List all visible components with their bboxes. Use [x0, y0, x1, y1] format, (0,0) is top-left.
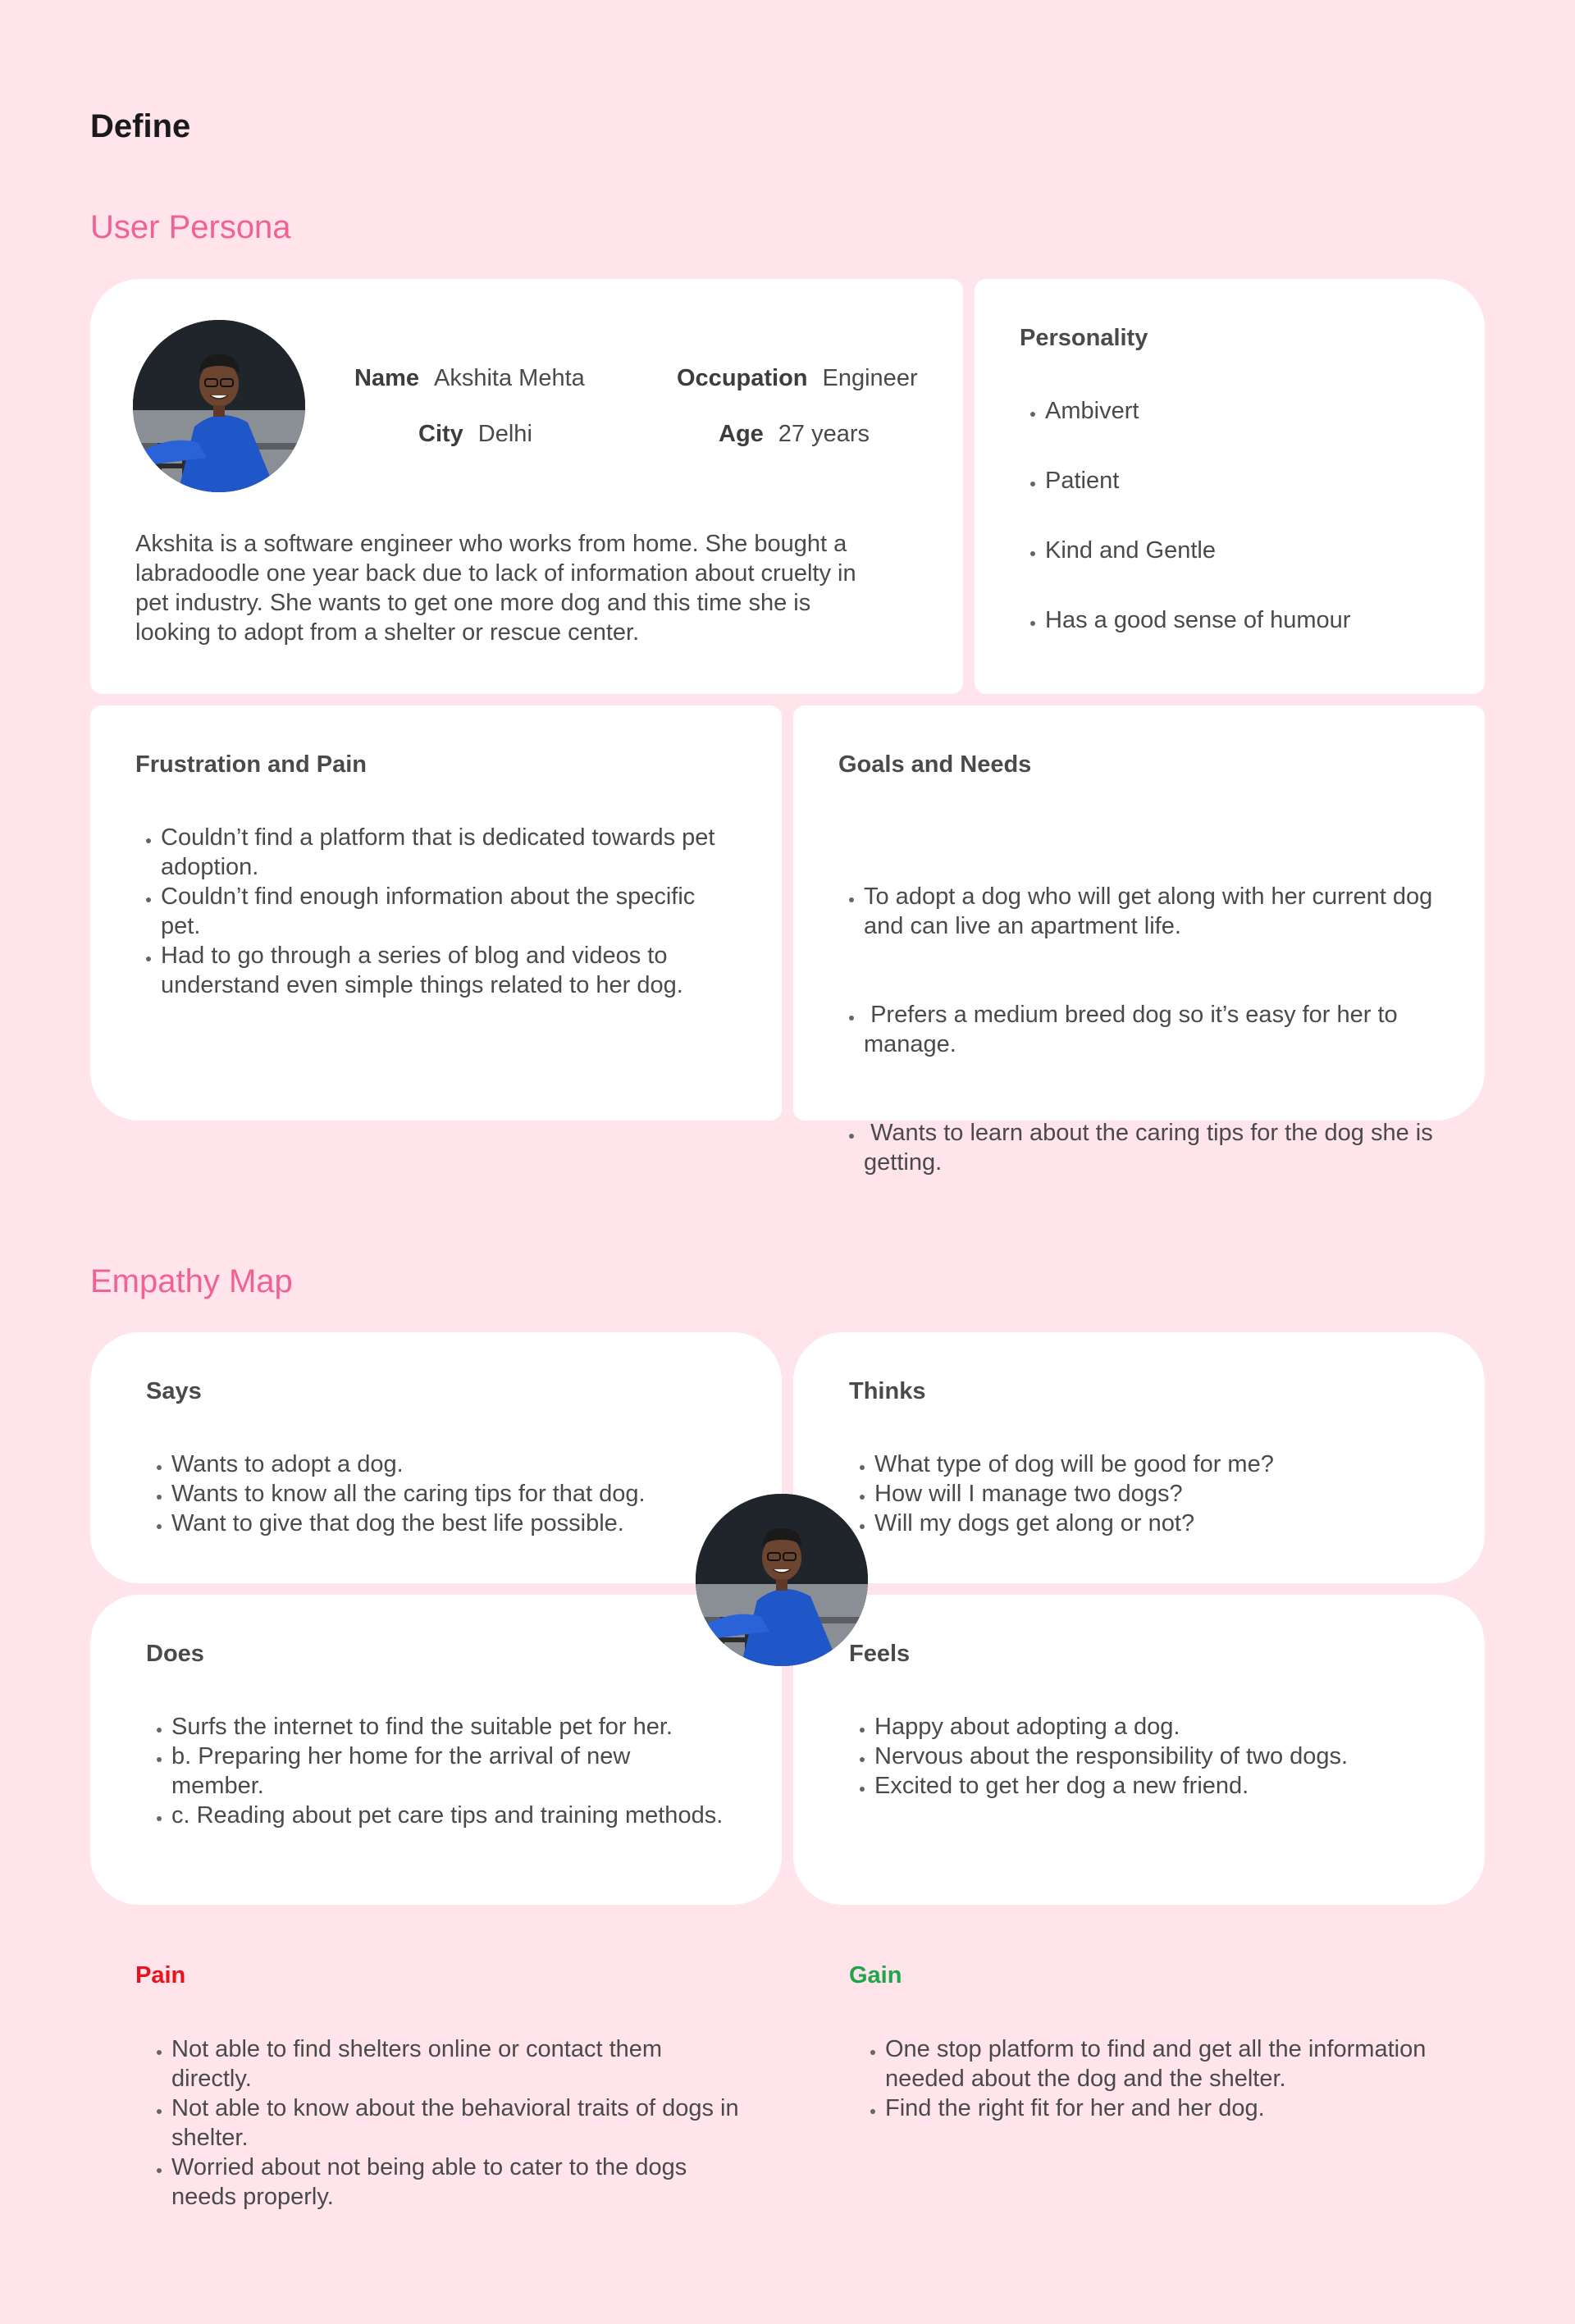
persona-profile-card	[90, 279, 963, 694]
age-label: Age	[719, 421, 764, 447]
gain-list	[860, 2034, 1443, 2123]
persona-age-field	[719, 421, 870, 448]
persona-bio: Akshita is a software engineer who works from home. She bought a labradoodle one year back due to lack of information about cruelty in pet industry. She wants to get one more dog and this time she is looking to adopt from a shelter or rescue center.	[135, 531, 856, 646]
list-item: • Worried about not being able to cater to the dogs needs properly.	[171, 2153, 746, 2212]
page-title: Define	[90, 108, 191, 144]
feels-list	[849, 1712, 1465, 1801]
list-item: • To adopt a dog who will get along with her current dog and can live an apartment life.	[864, 882, 1438, 941]
list-item: • One stop platform to find and get all the information needed about the dog and the shelter.	[885, 2034, 1443, 2093]
list-item: • Will my dogs get along or not?	[874, 1509, 1465, 1538]
list-item: • How will I manage two dogs?	[874, 1479, 1465, 1509]
list-item: • Happy about adopting a dog.	[874, 1712, 1465, 1742]
list-item: • Kind and Gentle	[1045, 536, 1350, 565]
pain-list	[146, 2034, 746, 2212]
does-list	[146, 1712, 729, 1830]
empathy-photo	[696, 1494, 868, 1666]
occupation-value: Engineer	[822, 365, 918, 391]
persona-city-field	[418, 421, 532, 448]
personality-card	[975, 279, 1485, 694]
personality-heading: Personality	[1020, 325, 1148, 351]
list-item: • Wants to adopt a dog.	[171, 1450, 762, 1479]
goals-list	[838, 823, 1438, 1236]
thinks-list	[849, 1450, 1465, 1538]
empathy-map-title: Empathy Map	[90, 1263, 293, 1299]
persona-name-field	[354, 365, 585, 392]
city-label: City	[418, 421, 463, 447]
persona-avatar	[133, 320, 305, 492]
list-item: • What type of dog will be good for me?	[874, 1450, 1465, 1479]
says-card	[90, 1332, 782, 1583]
feels-heading: Feels	[849, 1641, 911, 1667]
persona-photo	[133, 320, 305, 492]
list-item: • Excited to get her dog a new friend.	[874, 1771, 1465, 1801]
list-item: • Wants to know all the caring tips for that dog.	[171, 1479, 762, 1509]
city-value: Delhi	[477, 421, 532, 447]
list-item: • Couldn’t find enough information about the specific pet.	[161, 882, 735, 941]
frustration-list	[135, 823, 735, 1000]
list-item: • c. Reading about pet care tips and training methods.	[171, 1801, 729, 1830]
list-item: • Couldn’t find a platform that is dedicated towards pet adoption.	[161, 823, 735, 882]
says-list	[146, 1450, 762, 1538]
list-item: • Has a good sense of humour	[1045, 605, 1350, 635]
thinks-heading: Thinks	[849, 1378, 926, 1404]
list-item: • b. Preparing her home for the arrival of new member.	[171, 1742, 729, 1801]
name-value: Akshita Mehta	[434, 365, 585, 391]
persona-occupation-field	[677, 365, 918, 392]
list-item: • Not able to know about the behavioral traits of dogs in shelter.	[171, 2093, 746, 2153]
frustration-card	[90, 705, 782, 1121]
pain-heading: Pain	[135, 1962, 186, 1988]
list-item: • Not able to find shelters online or contact them directly.	[171, 2034, 746, 2093]
list-item: • Nervous about the responsibility of two dogs.	[874, 1742, 1465, 1771]
age-value: 27 years	[778, 421, 870, 447]
list-item: • Patient	[1045, 466, 1350, 495]
user-persona-title: User Persona	[90, 209, 291, 245]
list-item: • Ambivert	[1045, 396, 1350, 426]
does-card	[90, 1595, 782, 1905]
thinks-card	[793, 1332, 1485, 1583]
list-item: • Wants to learn about the caring tips for the dog she is getting.	[864, 1118, 1438, 1177]
name-label: Name	[354, 365, 419, 391]
occupation-label: Occupation	[677, 365, 808, 391]
goals-card	[793, 705, 1485, 1176]
list-item: • Find the right fit for her and her dog.	[885, 2093, 1443, 2123]
empathy-avatar	[696, 1494, 868, 1666]
personality-list	[1020, 396, 1350, 675]
goals-heading: Goals and Needs	[838, 751, 1032, 778]
does-heading: Does	[146, 1641, 204, 1667]
feels-card	[793, 1595, 1485, 1905]
list-item: • Want to give that dog the best life possible.	[171, 1509, 762, 1538]
says-heading: Says	[146, 1378, 202, 1404]
gain-heading: Gain	[849, 1962, 902, 1988]
frustration-heading: Frustration and Pain	[135, 751, 367, 778]
list-item: • Surfs the internet to find the suitable pet for her.	[171, 1712, 729, 1742]
list-item: • Had to go through a series of blog and videos to understand even simple things related to her dog.	[161, 941, 735, 1000]
list-item: • Prefers a medium breed dog so it’s easy for her to manage.	[864, 1000, 1438, 1059]
